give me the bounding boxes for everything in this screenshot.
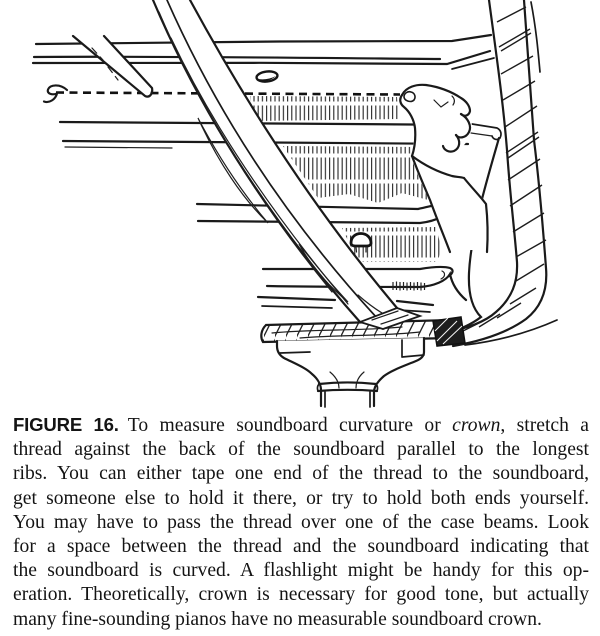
caption-line xyxy=(13,487,589,511)
caption-line xyxy=(13,559,589,583)
caption-line xyxy=(13,535,589,559)
thumb-nail xyxy=(404,92,415,102)
rim-outer-double-line xyxy=(531,2,540,72)
caption-line xyxy=(13,608,589,632)
caption-text: for a space between the thread and the soundboard indicating that xyxy=(13,536,589,558)
caption-text: To measure soundboard curvature or xyxy=(127,415,453,436)
screw-hole xyxy=(256,70,278,82)
caption-text: , stretch a xyxy=(500,415,589,436)
caption-text: many fine-sounding pianos have no measurable soundboard crown. xyxy=(13,608,542,630)
figure-caption xyxy=(13,413,589,632)
caption-line xyxy=(13,511,589,535)
caption-text: eration. Theoretically, crown is necessary for good tone, but actually xyxy=(13,584,589,606)
rib-end-stub xyxy=(472,124,501,139)
caption-italic-word: crown xyxy=(452,415,501,436)
caption-text: You may have to pass the thread over one of the case beams. Look xyxy=(13,511,589,533)
caption-line xyxy=(13,462,589,486)
caption-line xyxy=(13,583,589,607)
small-case-beam xyxy=(73,36,152,97)
piano-leg xyxy=(277,338,424,407)
caption-text: the soundboard is curved. A flashlight might be handy for this op- xyxy=(13,560,589,582)
caption-text: thread against the back of the soundboard parallel to the longest xyxy=(13,439,589,461)
figure-label: FIGURE 16. xyxy=(13,414,119,435)
caption-text: ribs. You can either tape one end of the thread to the soundboard, xyxy=(13,463,589,485)
caption-line xyxy=(13,413,589,438)
caption-line xyxy=(13,438,589,462)
caption-text: get someone else to hold it there, or try to hold both ends yourself. xyxy=(13,487,589,509)
